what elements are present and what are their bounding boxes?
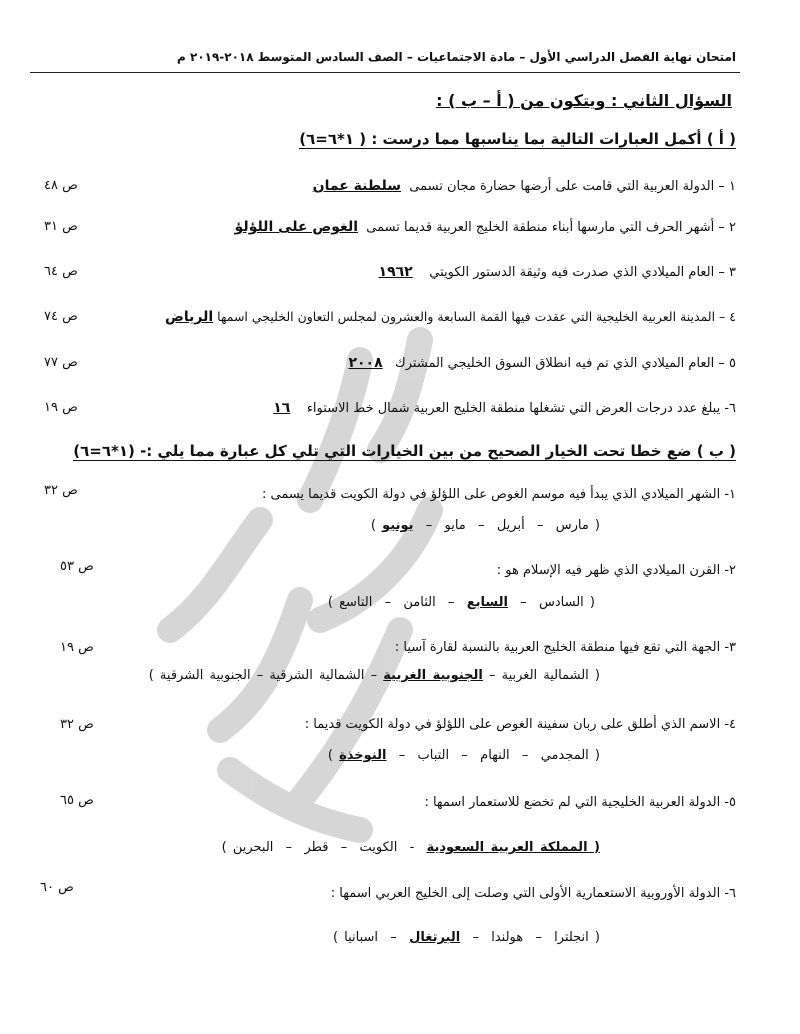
option-close: ) [332,930,339,945]
option-close: ) [370,518,376,533]
page-ref: ص ٣٢ [60,717,94,732]
option: اسبانيا [344,930,379,945]
option: التباب [417,748,450,763]
part-a-item-2 [235,219,736,235]
part-a-item-6 [273,400,736,416]
page-ref: ص ٥٣ [60,559,94,574]
item-text: ٦- يبلغ عدد درجات العرض التي تشغلها منطقة الخليج العربية شمال خط الاستواء [306,401,736,416]
part-a-item-5 [348,355,736,371]
item-text: ٣ – العام الميلادي الذي صدرت فيه وثيقة الدستور الكويتي [429,265,736,280]
option-close: ) [327,748,333,763]
item-answer: سلطنة عمان [312,178,401,194]
exam-header: امتحان نهاية الفصل الدراسي الأول – مادة الاجتماعيات – الصف السادس المتوسط ٢٠١٨-٢٠١٩ م [177,50,736,64]
item-answer: ١٩٦٢ [378,264,413,280]
page-ref: ص ٦٠ [40,880,74,895]
option-correct: البرتغال [409,930,461,945]
part-b-question-3: ٣- الجهة التي تقع فيها منطقة الخليج العربية بالنسبة لقارة آسيا : [394,640,736,655]
option-correct: يونيو [382,518,414,533]
option: التاسع [339,595,373,610]
option: ( انجلترا [554,930,600,945]
page-ref: ص ٣٢ [44,483,78,498]
item-text: ٤ – المدينة العربية الخليجية التي عقدت فيها القمة السابعة والعشرون لمجلس التعاون الخليجي اسمها [217,309,736,324]
page-ref: ص ٧٤ [44,309,78,324]
header-divider [30,72,740,73]
option: أبريل [496,518,525,533]
page-ref: ص ٦٥ [60,793,94,808]
option: الكويت [359,840,398,855]
part-a-item-3 [379,264,736,280]
option: النهام [480,748,510,763]
option-correct: النوخذة [339,748,387,763]
option: هولندا [491,930,524,945]
page-ref: ص ١٩ [44,400,78,415]
part-b-question-2: ٢- القرن الميلادي الذي ظهر فيه الإسلام هو : [496,563,736,578]
option-correct: ( المملكة العربية السعودية [426,840,600,855]
option-close: ) [221,840,227,855]
option: مايو [444,518,466,533]
item-text: ٥ – العام الميلادي الذي تم فيه انطلاق السوق الخليجي المشترك [395,356,736,371]
item-answer: الرياض [165,309,214,325]
option: الثامن [403,595,436,610]
option-close: ) [148,668,154,683]
answer-key-watermark [110,300,490,860]
option: ( السادس [539,595,595,610]
item-answer: الغوص على اللؤلؤ [234,219,358,235]
option: قطر [304,840,329,855]
item-answer: ٢٠٠٨ [348,355,383,371]
part-b-options-3: ( الشمالية الغربية – الجنوبية الغربية – الشمالية الشرقية – الجنوبية الشرقية ) [148,668,600,683]
page-ref: ص ٦٤ [44,264,78,279]
part-a-item-1 [313,178,736,194]
page-ref: ص ٧٧ [44,355,78,370]
part-b-options-5: ( المملكة العربية السعودية - الكويت – قطر – البحرين ) [221,840,600,855]
part-b-question-5: ٥- الدولة العربية الخليجية التي لم تخضع للاستعمار اسمها : [424,795,736,810]
item-answer: ١٦ [273,400,291,416]
option: ( الشمالية الغربية [501,668,600,683]
option-correct: الجنوبية الغربية [383,668,483,683]
option: البحرين [232,840,274,855]
item-text: ١ – الدولة العربية التي قامت على أرضها حضارة مجان تسمى [409,179,736,194]
page-ref: ص ١٩ [60,640,94,655]
part-b-options-2: ( السادس – السابع – الثامن – التاسع ) [327,595,595,610]
item-text: ٢ – أشهر الحرف التي مارسها أبناء منطقة الخليج العربية قديما تسمى [366,220,736,235]
part-b-question-6: ٦- الدولة الأوروبية الاستعمارية الأولى التي وصلت إلى الخليج العربي اسمها : [330,886,736,901]
part-b-question-4: ٤- الاسم الذي أطلق على ربان سفينة الغوص على اللؤلؤ في دولة الكويت قديما : [304,717,736,732]
part-b-title: ( ب ) ضع خطا تحت الخيار الصحيح من بين الخيارات التي تلي كل عبارة مما يلي :- (١*٦=٦) [73,442,736,460]
part-b-question-1: ١- الشهر الميلادي الذي يبدأ فيه موسم الغوص على اللؤلؤ في دولة الكويت قديما يسمى : [261,487,736,502]
option: الجنوبية الشرقية [159,668,251,683]
page-ref: ص ٤٨ [44,178,78,193]
option-close: ) [327,595,333,610]
part-a-item-4 [165,309,736,325]
option: ( مارس [555,518,600,533]
option-correct: السابع [466,595,508,610]
option: ( المجدمي [540,748,600,763]
part-a-title: ( أ ) أكمل العبارات التالية بما يناسبها مما درست : ( ١*٦=٦) [299,130,736,148]
question-title: السؤال الثاني : ويتكون من ( أ – ب ) : [436,91,732,110]
option: الشمالية الشرقية [269,668,365,683]
part-b-options-1: ( مارس – أبريل – مايو – يونيو ) [370,518,600,533]
page-ref: ص ٣١ [44,219,78,234]
part-b-options-6: ( انجلترا – هولندا – البرتغال – اسبانيا ) [332,930,600,945]
part-b-options-4: ( المجدمي – النهام – التباب – النوخذة ) [327,748,600,763]
